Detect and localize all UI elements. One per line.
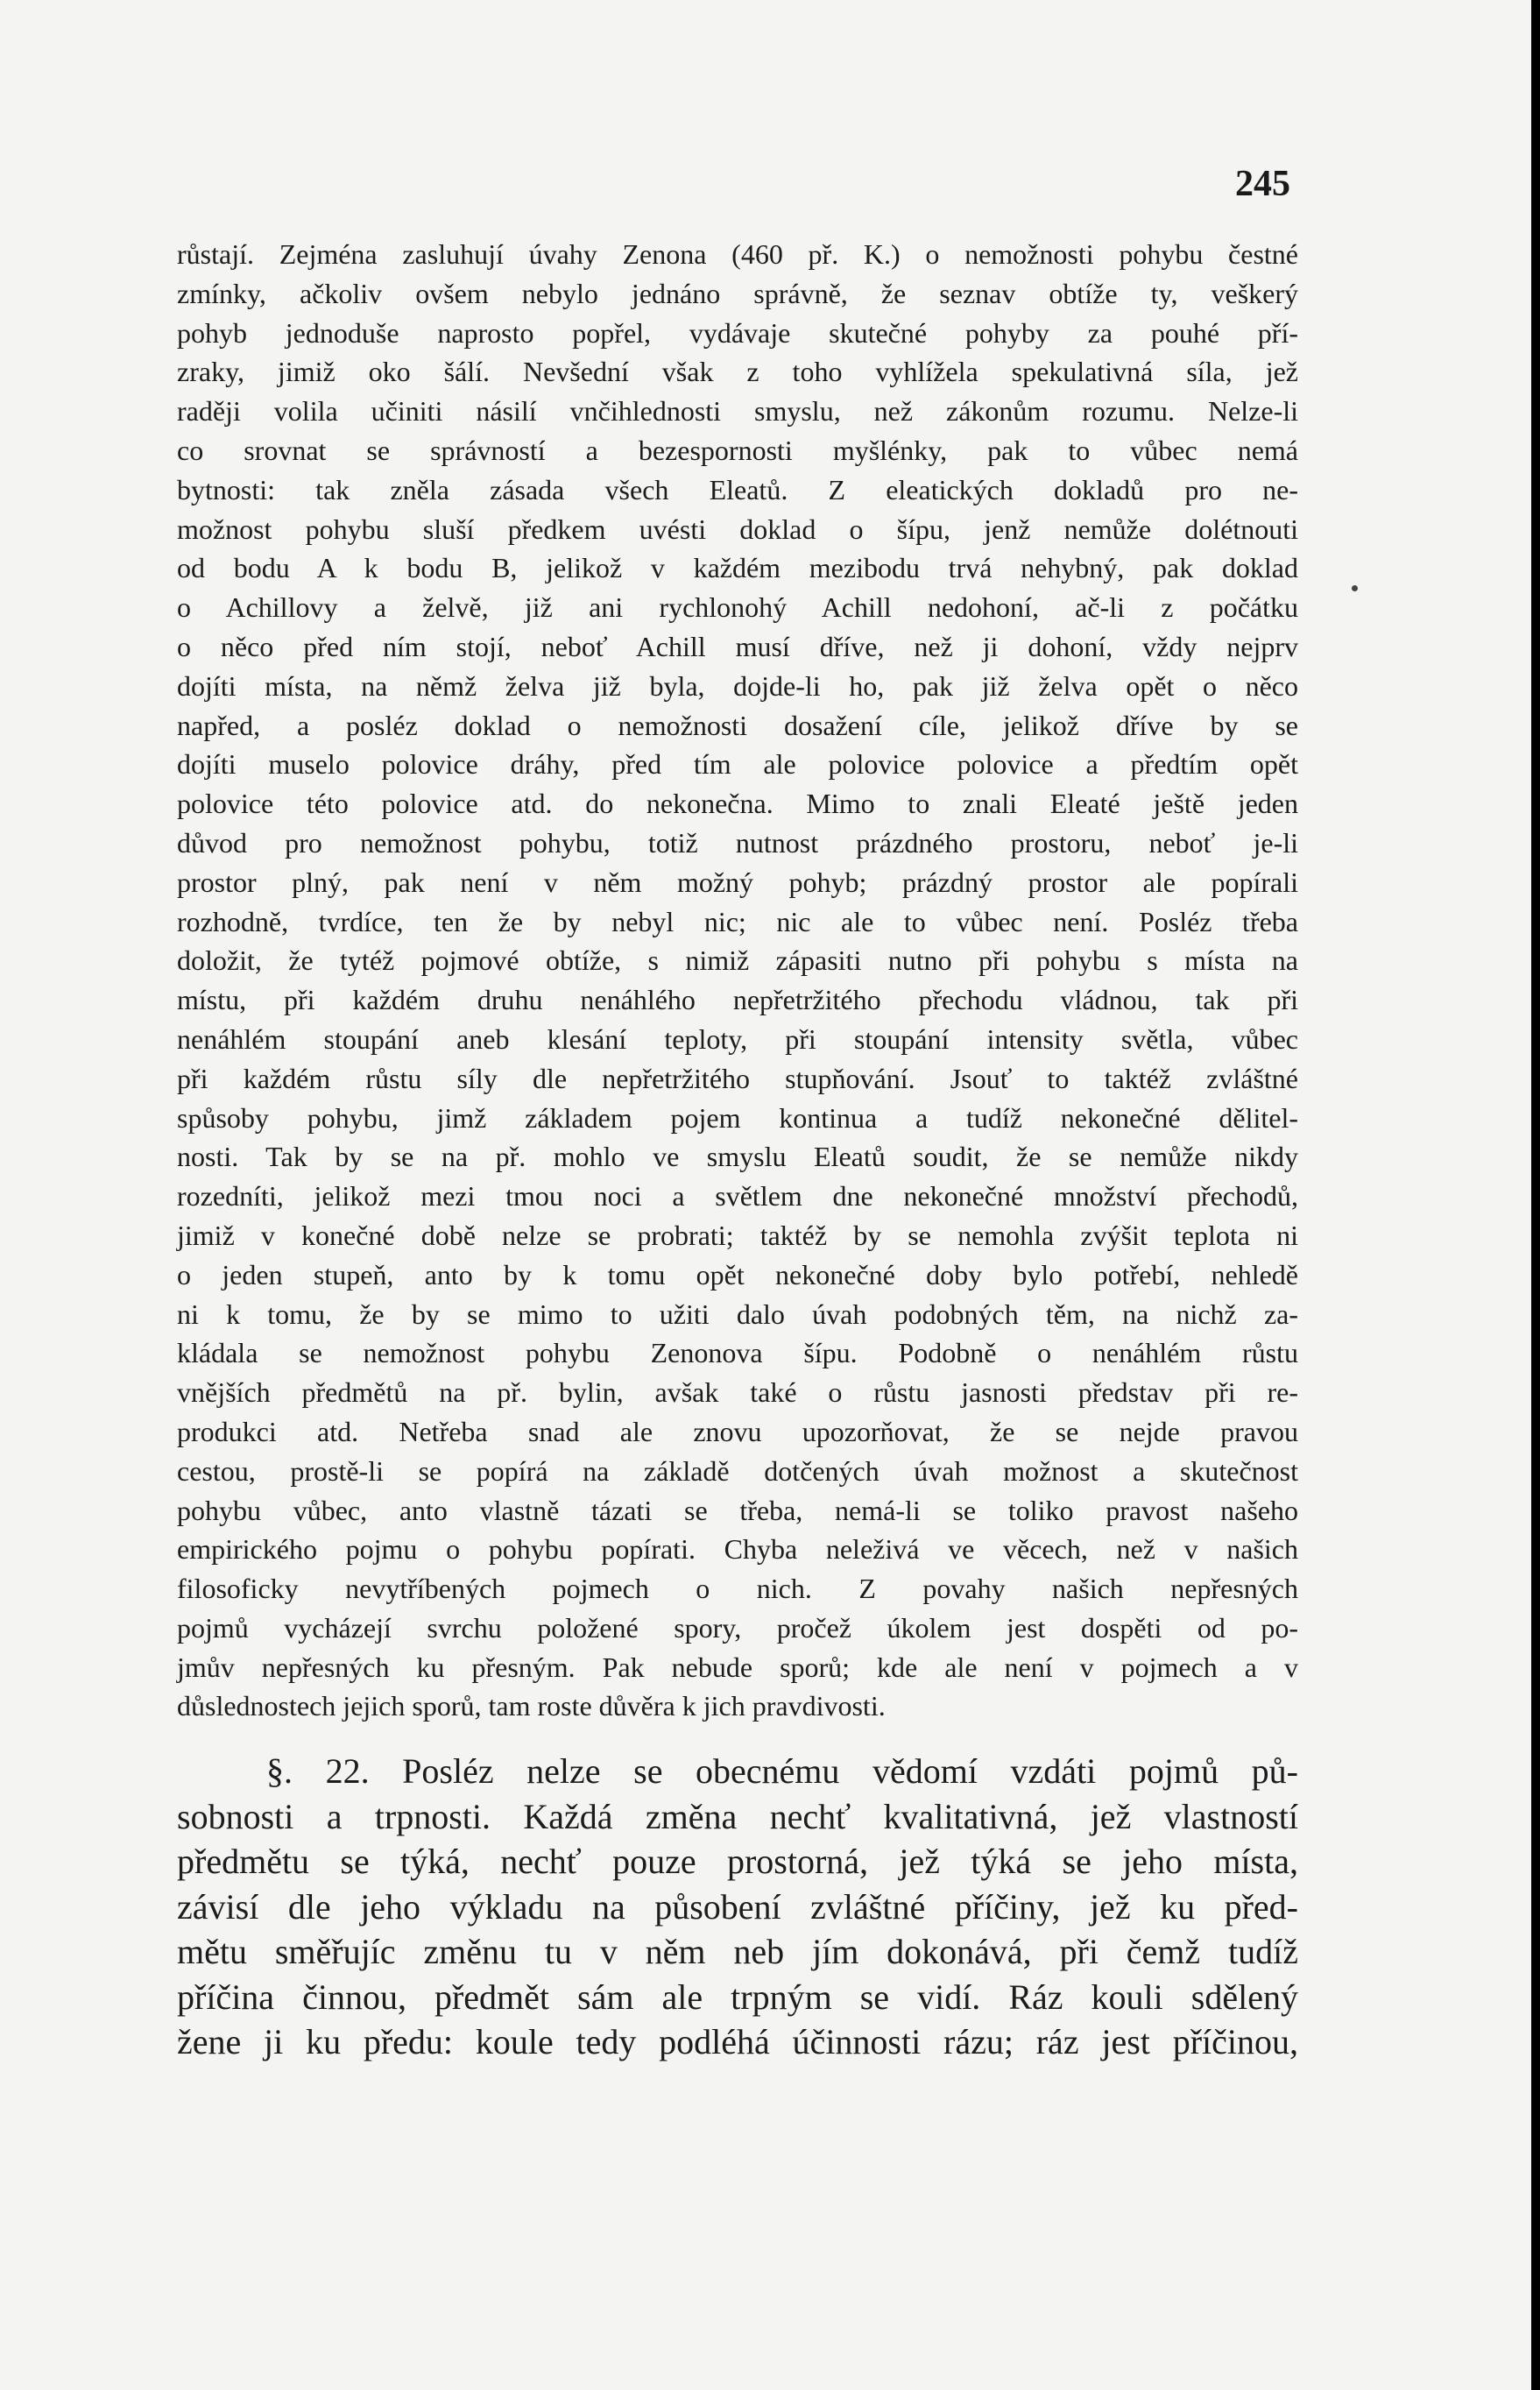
text-line: kládala se nemožnost pohybu Zenonova šípu. Podobně o nenáhlém růstu — [177, 1337, 1298, 1369]
text-line: závisí dle jeho výkladu na působení zvláštné příčiny, jež ku před- — [177, 1886, 1298, 1927]
text-line: co srovnat se správností a bezespornosti myšlénky, pak to vůbec nemá — [177, 434, 1298, 466]
text-line: jmův nepřesných ku přesným. Pak nebude sporů; kde ale není v pojmech a v — [177, 1651, 1298, 1683]
text-line: příčina činnou, předmět sám ale trpným se vidí. Ráz kouli sdělený — [177, 1976, 1298, 2017]
text-line: polovice této polovice atd. do nekonečna. Mimo to znali Eleaté ještě jeden — [177, 788, 1298, 820]
text-line: růstají. Zejména zasluhují úvahy Zenona (460 př. K.) o nemožnosti pohybu čestné — [177, 238, 1298, 270]
text-line: jimiž v konečné době nelze se probrati; taktéž by se nemohla zvýšit teplota ni — [177, 1219, 1298, 1251]
section-heading-line: §. 22. Posléz nelze se obecnému vědomí vzdáti pojmů pů- — [266, 1751, 1298, 1792]
body-text — [177, 235, 1298, 2065]
text-line: filosoficky nevytříbených pojmech o nich. Z povahy našich nepřesných — [177, 1573, 1298, 1605]
text-line: rozedníti, jelikož mezi tmou noci a světlem dne nekonečné množství přechodů, — [177, 1180, 1298, 1213]
text-line: důvod pro nemožnost pohybu, totiž nutnost prázdného prostoru, neboť je-li — [177, 826, 1298, 859]
text-line: ni k tomu, že by se mimo to užiti dalo úvah podobných těm, na nichž za- — [177, 1298, 1298, 1330]
text-line: mětu směřujíc změnu tu v něm neb jím dokonává, při čemž tudíž — [177, 1932, 1298, 1972]
text-line: předmětu se týká, nechť pouze prostorná, jež týká se jeho místa, — [177, 1842, 1298, 1882]
text-line: sobnosti a trpnosti. Každá změna nechť kvalitativná, jež vlastností — [177, 1796, 1298, 1836]
text-line: žene ji ku předu: koule tedy podléhá účinnosti rázu; ráz jest příčinou, — [177, 2022, 1298, 2062]
text-line: o Achillovy a želvě, již ani rychlonohý Achill nedohoní, ač-li z počátku — [177, 591, 1298, 624]
text-line: produkci atd. Netřeba snad ale znovu upozorňovat, že se nejde pravou — [177, 1415, 1298, 1447]
text-line: místu, při každém druhu nenáhlého nepřetržitého přechodu vládnou, tak při — [177, 984, 1298, 1016]
text-line: pohyb jednoduše naprosto popřel, vydávaje skutečné pohyby za pouhé pří- — [177, 316, 1298, 349]
text-line: cestou, prostě-li se popírá na základě dotčených úvah možnost a skutečnost — [177, 1454, 1298, 1487]
text-line: doložit, že tytéž pojmové obtíže, s nimiž zápasiti nutno při pohybu s místa na — [177, 944, 1298, 977]
text-line: zmínky, ačkoliv ovšem nebylo jednáno správně, že seznav obtíže ty, veškerý — [177, 277, 1298, 309]
text-line: o jeden stupeň, anto by k tomu opět nekonečné doby bylo potřebí, nehledě — [177, 1258, 1298, 1290]
text-line: bytnosti: tak zněla zásada všech Eleatů. Z eleatických dokladů pro ne- — [177, 473, 1298, 506]
text-line: vnějších předmětů na př. bylin, avšak také o růstu jasnosti představ při re- — [177, 1376, 1298, 1409]
text-line: dojíti muselo polovice dráhy, před tím ale polovice polovice a předtím opět — [177, 748, 1298, 781]
text-line: důslednostech jejich sporů, tam roste důvěra k jich pravdivosti. — [177, 1690, 886, 1722]
text-line: pojmů vycházejí svrchu položené spory, pročež úkolem jest dospěti od po- — [177, 1611, 1298, 1644]
text-line: prostor plný, pak není v něm možný pohyb; prázdný prostor ale popírali — [177, 866, 1298, 898]
text-line: o něco před ním stojí, neboť Achill musí dříve, než ji dohoní, vždy nejprv — [177, 630, 1298, 662]
margin-speck — [1352, 585, 1358, 591]
text-line: od bodu A k bodu B, jelikož v každém mezibodu trvá nehybný, pak doklad — [177, 552, 1298, 584]
text-line: při každém růstu síly dle nepřetržitého stupňování. Jsouť to taktéž zvláštné — [177, 1062, 1298, 1094]
text-line: rozhodně, tvrdíce, ten že by nebyl nic; nic ale to vůbec není. Posléz třeba — [177, 905, 1298, 937]
text-line: napřed, a posléz doklad o nemožnosti dosažení cíle, jelikož dříve by se — [177, 709, 1298, 741]
page-number: 245 — [1235, 164, 1290, 204]
text-line: nenáhlém stoupání aneb klesání teploty, při stoupání intensity světla, vůbec — [177, 1022, 1298, 1055]
text-line: nosti. Tak by se na př. mohlo ve smyslu Eleatů soudit, že se nemůže nikdy — [177, 1141, 1298, 1173]
text-line: raději volila učiniti násilí vnčihlednosti smyslu, než zákonům rozumu. Nelze-li — [177, 395, 1298, 428]
paragraph-2 — [177, 1749, 1298, 2065]
paragraph-1 — [177, 235, 1298, 1726]
text-line: zraky, jimiž oko šálí. Nevšední však z toho vyhlížela spekulativná síla, jež — [177, 356, 1298, 388]
text-line: dojíti místa, na němž želva již byla, dojde-li ho, pak již želva opět o něco — [177, 669, 1298, 702]
text-line: možnost pohybu sluší předkem uvésti doklad o šípu, jenž nemůže dolétnouti — [177, 513, 1298, 545]
text-line: pohybu vůbec, anto vlastně tázati se třeba, nemá-li se toliko pravost našeho — [177, 1494, 1298, 1526]
text-line: spůsoby pohybu, jimž základem pojem kontinua a tudíž nekonečné dělitel- — [177, 1101, 1298, 1134]
text-line: empirického pojmu o pohybu popírati. Chyba neleživá ve věcech, než v našich — [177, 1533, 1298, 1566]
